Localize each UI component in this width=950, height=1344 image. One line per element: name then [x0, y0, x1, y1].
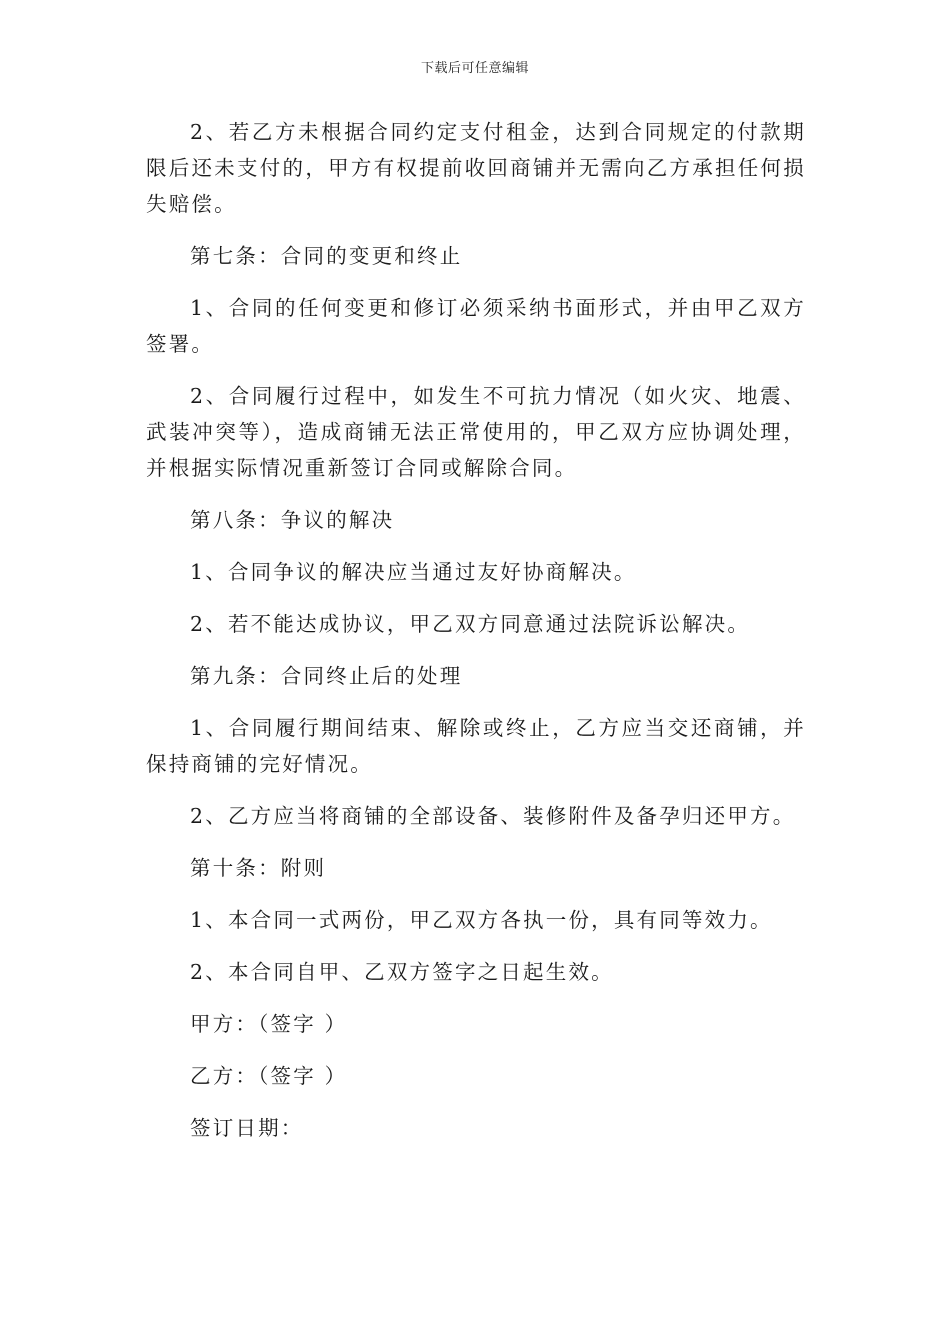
- clause-10-item-1: 1、本合同一式两份，甲乙双方各执一份，具有同等效力。: [190, 908, 773, 932]
- party-a-signature-line: 甲方：（签字 ）: [190, 1012, 348, 1036]
- clause-9-item-2: 2、乙方应当将商铺的全部设备、装修附件及备孕归还甲方。: [190, 804, 796, 828]
- article-8-heading: 第八条：争议的解决: [190, 508, 395, 532]
- clause-8-item-2: 2、若不能达成协议，甲乙双方同意通过法院诉讼解决。: [190, 612, 751, 636]
- article-10-heading: 第十条：附则: [190, 856, 327, 880]
- document-body: [146, 114, 806, 1162]
- clause-7-item-1: 1、合同的任何变更和修订必须采纳书面形式，并由甲乙双方签署。: [146, 296, 806, 356]
- clause-6-item-2: 2、若乙方未根据合同约定支付租金，达到合同规定的付款期限后还未支付的，甲方有权提前收回商铺并无需向乙方承担任何损失赔偿。: [146, 120, 806, 216]
- article-7-heading: 第七条：合同的变更和终止: [190, 244, 463, 268]
- clause-9-item-1: 1、合同履行期间结束、解除或终止，乙方应当交还商铺，并保持商铺的完好情况。: [146, 716, 806, 776]
- article-9-heading: 第九条：合同终止后的处理: [190, 664, 463, 688]
- clause-10-item-2: 2、本合同自甲、乙双方签字之日起生效。: [190, 960, 614, 984]
- signing-date-line: 签订日期：: [190, 1116, 304, 1140]
- clause-8-item-1: 1、合同争议的解决应当通过友好协商解决。: [190, 560, 637, 584]
- page-header: 下载后可任意编辑: [420, 61, 529, 76]
- clause-7-item-2: 2、合同履行过程中，如发生不可抗力情况（如火灾、地震、武装冲突等），造成商铺无法正常使用的，甲乙双方应协调处理，并根据实际情况重新签订合同或解除合同。: [146, 384, 806, 480]
- party-b-signature-line: 乙方：（签字 ）: [190, 1064, 348, 1088]
